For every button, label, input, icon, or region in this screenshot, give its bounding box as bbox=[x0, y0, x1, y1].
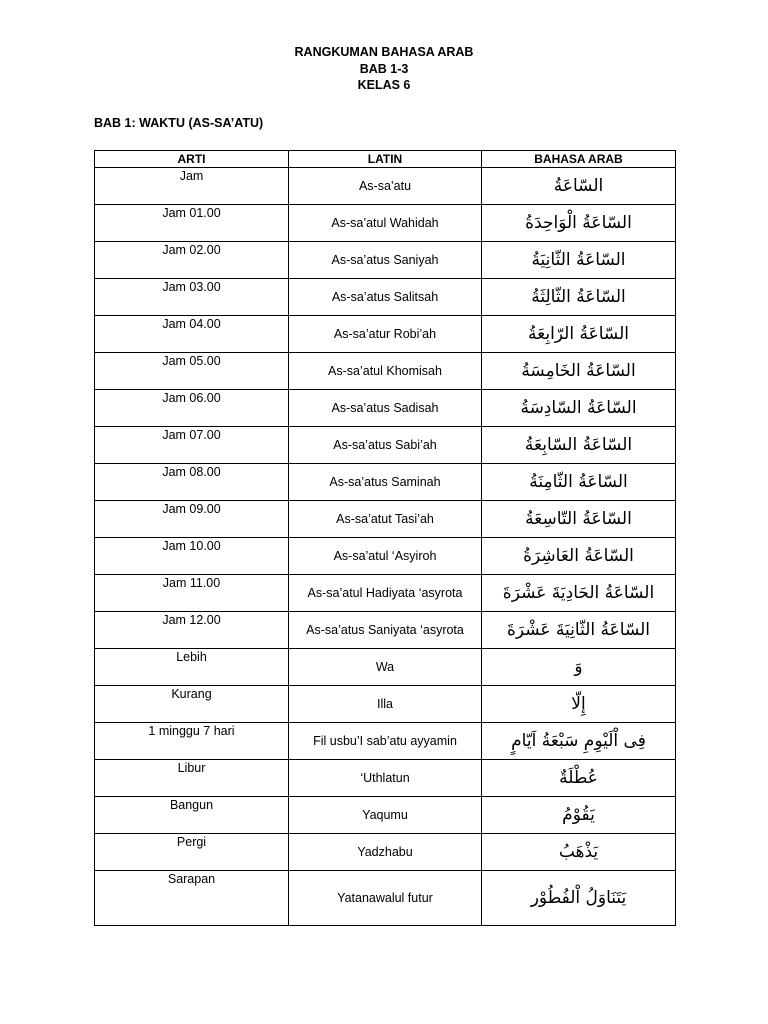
cell-latin: Illa bbox=[289, 686, 482, 723]
chapter-range: BAB 1-3 bbox=[359, 61, 409, 76]
cell-bahasa-arab: السّاعَةُ الرّابِعَةُ bbox=[482, 316, 676, 353]
cell-bahasa-arab: السّاعَةُ الثّامِنَةُ bbox=[482, 464, 676, 501]
table-body bbox=[95, 168, 676, 926]
table-row bbox=[95, 797, 676, 834]
cell-bahasa-arab: السّاعَةُ الثّالِثَةُ bbox=[482, 279, 676, 316]
table-row bbox=[95, 390, 676, 427]
cell-bahasa-arab: السّاعَةُ الثّانِيَةُ bbox=[482, 242, 676, 279]
table-row bbox=[95, 205, 676, 242]
cell-arti: Sarapan bbox=[95, 871, 289, 926]
cell-bahasa-arab: السّاعَةُ bbox=[482, 168, 676, 205]
table-row bbox=[95, 649, 676, 686]
cell-bahasa-arab: السّاعَةُ العَاشِرَةُ bbox=[482, 538, 676, 575]
cell-bahasa-arab: عُطْلَةٌ bbox=[482, 760, 676, 797]
table-row bbox=[95, 353, 676, 390]
cell-latin: As-sa’atul Hadiyata ‘asyrota bbox=[289, 575, 482, 612]
cell-arti: Bangun bbox=[95, 797, 289, 834]
cell-latin: ‘Uthlatun bbox=[289, 760, 482, 797]
section-title: BAB 1: WAKTU (AS-SA’ATU) bbox=[94, 116, 264, 130]
cell-arti: Jam 12.00 bbox=[95, 612, 289, 649]
cell-arti: Jam bbox=[95, 168, 289, 205]
cell-bahasa-arab: فِى اْلَيْوِمِ سَبْعَةُ اَيّامٍ bbox=[482, 723, 676, 760]
table-row bbox=[95, 538, 676, 575]
class-level: KELAS 6 bbox=[357, 78, 411, 92]
document-header bbox=[0, 44, 768, 94]
cell-arti: Jam 04.00 bbox=[95, 316, 289, 353]
table-row bbox=[95, 427, 676, 464]
cell-bahasa-arab: السّاعَةُ الثّانِيَةَ عَشْرَةَ bbox=[482, 612, 676, 649]
cell-arti: Jam 10.00 bbox=[95, 538, 289, 575]
cell-latin: As-sa’atus Sadisah bbox=[289, 390, 482, 427]
table-row bbox=[95, 760, 676, 797]
cell-arti: Jam 07.00 bbox=[95, 427, 289, 464]
cell-latin: Fil usbu’I sab’atu ayyamin bbox=[289, 723, 482, 760]
cell-arti: Jam 01.00 bbox=[95, 205, 289, 242]
cell-latin: As-sa’atus Sabi’ah bbox=[289, 427, 482, 464]
cell-latin: As-sa’atus Saminah bbox=[289, 464, 482, 501]
table-row bbox=[95, 612, 676, 649]
cell-latin: As-sa’atus Salitsah bbox=[289, 279, 482, 316]
table-row bbox=[95, 501, 676, 538]
cell-latin: As-sa’atul Khomisah bbox=[289, 353, 482, 390]
cell-latin: Wa bbox=[289, 649, 482, 686]
column-header-arti: ARTI bbox=[95, 151, 289, 168]
cell-arti: Jam 02.00 bbox=[95, 242, 289, 279]
cell-latin: As-sa’atu bbox=[289, 168, 482, 205]
cell-latin: As-sa’atut Tasi’ah bbox=[289, 501, 482, 538]
table-row bbox=[95, 834, 676, 871]
table-row bbox=[95, 279, 676, 316]
cell-bahasa-arab: السّاعَةُ الحَادِيَةَ عَشْرَةَ bbox=[482, 575, 676, 612]
cell-arti: Jam 09.00 bbox=[95, 501, 289, 538]
cell-arti: Jam 08.00 bbox=[95, 464, 289, 501]
table-row bbox=[95, 168, 676, 205]
cell-latin: Yatanawalul futur bbox=[289, 871, 482, 926]
cell-latin: As-sa’atur Robi’ah bbox=[289, 316, 482, 353]
cell-arti: 1 minggu 7 hari bbox=[95, 723, 289, 760]
cell-bahasa-arab: السّاعَةُ السّادِسَةُ bbox=[482, 390, 676, 427]
table-row bbox=[95, 723, 676, 760]
cell-arti: Kurang bbox=[95, 686, 289, 723]
cell-bahasa-arab: يَذْهَبُ bbox=[482, 834, 676, 871]
cell-bahasa-arab: يَقُوْمُ bbox=[482, 797, 676, 834]
table-row bbox=[95, 575, 676, 612]
table-row bbox=[95, 871, 676, 926]
cell-arti: Jam 11.00 bbox=[95, 575, 289, 612]
cell-arti: Jam 06.00 bbox=[95, 390, 289, 427]
column-header-latin: LATIN bbox=[289, 151, 482, 168]
cell-bahasa-arab: السّاعَةُ السّابِعَةُ bbox=[482, 427, 676, 464]
cell-arti: Libur bbox=[95, 760, 289, 797]
vocabulary-table bbox=[94, 150, 676, 926]
table-row bbox=[95, 316, 676, 353]
document-title: RANGKUMAN BAHASA ARAB bbox=[294, 45, 474, 59]
cell-latin: As-sa’atus Saniyah bbox=[289, 242, 482, 279]
cell-bahasa-arab: يَتَنَاوَلُ اْلفُطُوْر bbox=[482, 871, 676, 926]
cell-arti: Pergi bbox=[95, 834, 289, 871]
cell-bahasa-arab: السّاعَةُ الْوَاحِدَةُ bbox=[482, 205, 676, 242]
cell-arti: Jam 03.00 bbox=[95, 279, 289, 316]
table-row bbox=[95, 242, 676, 279]
cell-arti: Jam 05.00 bbox=[95, 353, 289, 390]
table-header-row bbox=[95, 151, 676, 168]
cell-bahasa-arab: وَ bbox=[482, 649, 676, 686]
table-row bbox=[95, 686, 676, 723]
cell-bahasa-arab: السّاعَةُ التّاسِعَةُ bbox=[482, 501, 676, 538]
cell-bahasa-arab: السّاعَةُ الخَامِسَةُ bbox=[482, 353, 676, 390]
cell-latin: As-sa’atus Saniyata ‘asyrota bbox=[289, 612, 482, 649]
cell-bahasa-arab: إِلّا bbox=[482, 686, 676, 723]
cell-latin: As-sa’atul ‘Asyiroh bbox=[289, 538, 482, 575]
cell-latin: As-sa’atul Wahidah bbox=[289, 205, 482, 242]
cell-latin: Yadzhabu bbox=[289, 834, 482, 871]
table-row bbox=[95, 464, 676, 501]
column-header-bahasa-arab: BAHASA ARAB bbox=[482, 151, 676, 168]
cell-arti: Lebih bbox=[95, 649, 289, 686]
cell-latin: Yaqumu bbox=[289, 797, 482, 834]
